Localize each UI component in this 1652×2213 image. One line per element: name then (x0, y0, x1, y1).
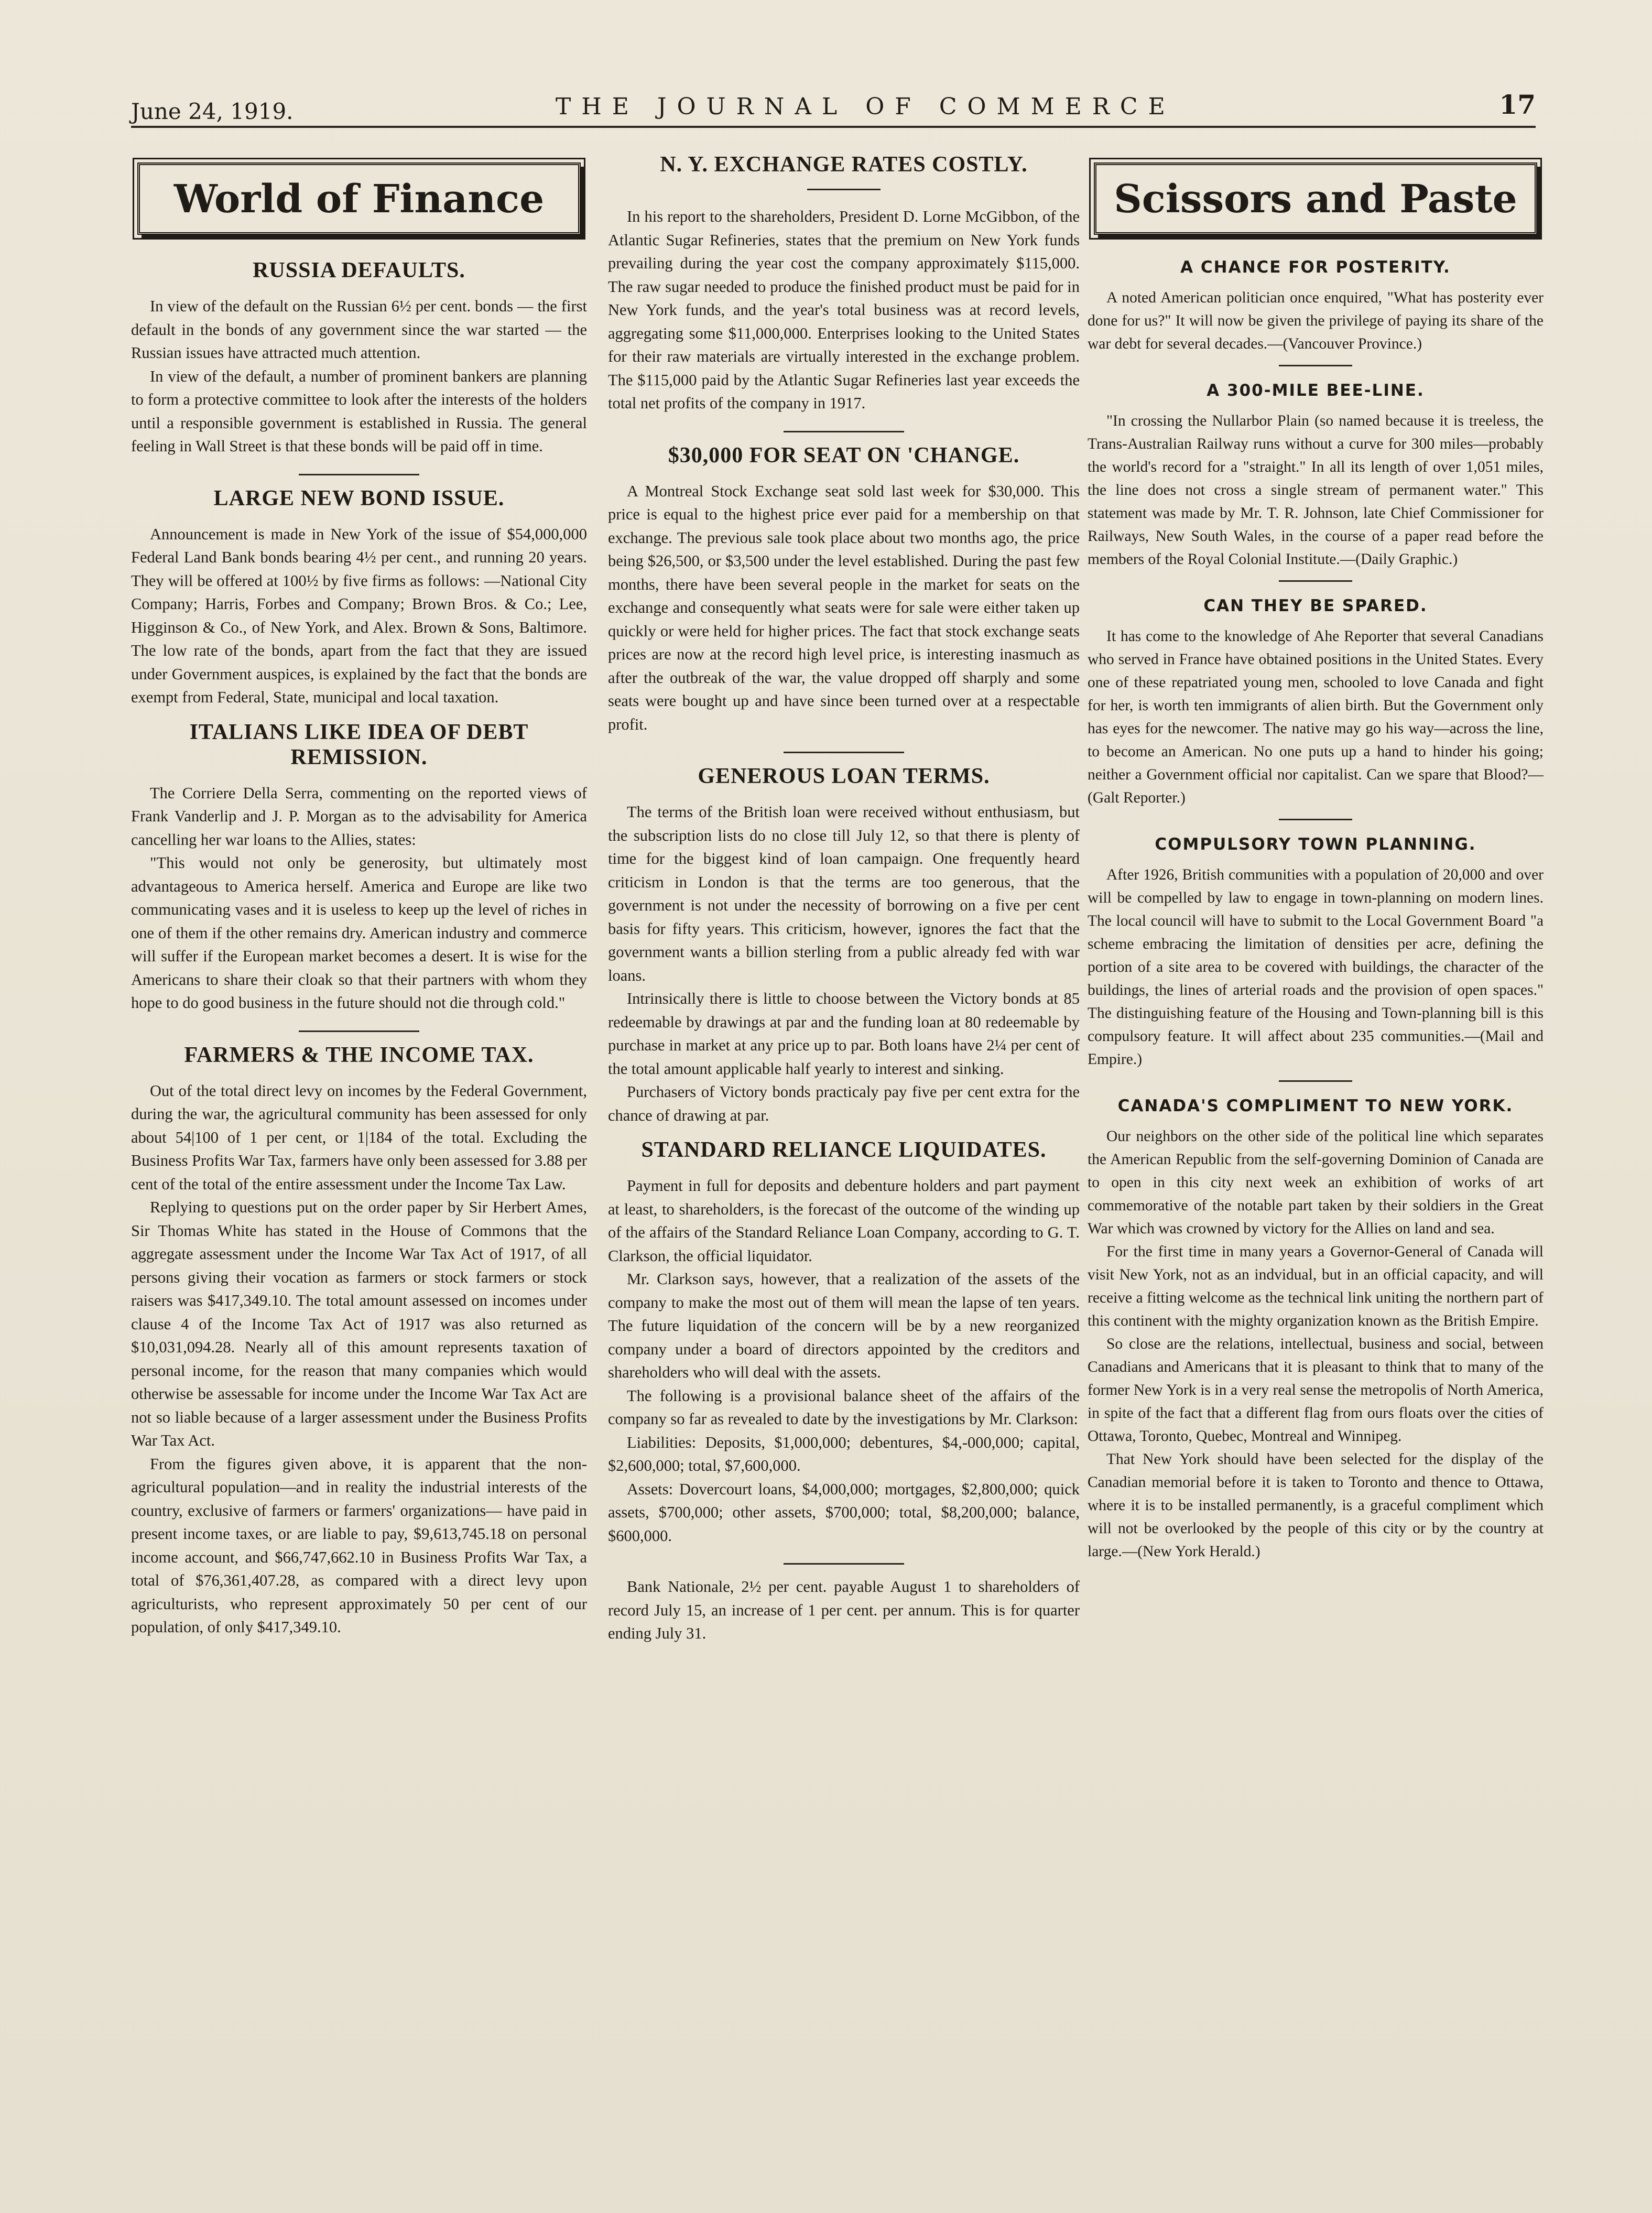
article-paragraph: Intrinsically there is little to choose between the Victory bonds at 85 redeemable by drawings at par and the funding loan at 80 redeemable by purchase in market at any price up to par. Both loans have 2¼ per cent of the total amount applicable half yearly to interest and sinking. (608, 990, 1080, 1078)
article-headline: $30,000 FOR SEAT ON 'CHANGE. (668, 443, 1020, 468)
article-compulsory-town-planning (1088, 835, 1544, 1071)
divider-rule (807, 189, 881, 190)
page-number: 17 (1499, 89, 1536, 120)
article-bank-nationale (608, 1575, 1080, 1645)
article-russia-defaults (131, 258, 587, 458)
article-seat-on-change (608, 443, 1080, 736)
divider-rule (784, 1563, 904, 1565)
column-1 (131, 142, 587, 1639)
article-paragraph: Purchasers of Victory bonds practicaly pay five per cent extra for the chance of drawing at par. (608, 1083, 1080, 1124)
article-paragraph: The following is a provisional balance sheet of the affairs of the company so far as revealed to date by the investigations by Mr. Clarkson: (608, 1386, 1080, 1428)
article-paragraph: From the figures given above, it is apparent that the non-agricultural population—and in reality the industrial interests of the country, exclusive of farmers or farmers' organizations— have paid in present income taxes, or are liable to pay, $9,613,745.18 on personal income account, and $66,747,662.10 in Business Profits War Tax, a total of $76,361,407.28, as compared with a direct levy upon agriculturists, who represent approximately 50 per cent of our population, of only $417,349.10. (131, 1455, 587, 1636)
article-italians-debt-remission (131, 720, 587, 1015)
article-can-they-be-spared (1088, 596, 1544, 809)
article-headline: RUSSIA DEFAULTS. (253, 258, 465, 283)
article-paragraph: A noted American politician once enquired, "What has posterity ever done for us?" It will now be given the privilege of paying its share of the war debt for several decades.—(Vancouver Province.) (1088, 289, 1544, 352)
issue-date: June 24, 1919. (131, 99, 294, 124)
article-paragraph: For the first time in many years a Governor-General of Canada will visit New York, not as an indvidual, but in an official capacity, and will receive a fitting welcome as the technical link uniting the northern part of this continent with the mighty organization known as the British Empire. (1088, 1243, 1544, 1329)
article-paragraph: "This would not only be generosity, but ultimately most advantageous to America herself. America and Europe are like two communicating vases and it is useless to keep up the level of riches in one of them if the other remains dry. American industry and commerce will suffer if the European market becomes a desert. It is wise for the Americans to share their cloak so that their partners with whom they hope to do good business in the future should not die through cold." (131, 854, 587, 1012)
divider-rule (299, 474, 419, 475)
divider-rule (784, 431, 904, 432)
column-3 (1088, 142, 1544, 1563)
article-headline: COMPULSORY TOWN PLANNING. (1155, 835, 1476, 854)
article-paragraph: In his report to the shareholders, President D. Lorne McGibbon, of the Atlantic Sugar Refineries, states that the premium on New York funds prevailing during the year cost the company approximately $115,000. The raw sugar needed to produce the finished product must be paid for in New York funds, and the year's total business was at record levels, aggregating some $11,000,000. Enterprises looking to the United States for their raw materials are virtually interested in the exchange problem. The $115,000 paid by the Atlantic Sugar Refineries last year exceeds the total net profits of the company in 1917. (608, 208, 1080, 412)
article-chance-for-posterity (1088, 258, 1544, 355)
divider-rule (1279, 819, 1352, 820)
article-paragraph: After 1926, British communities with a population of 20,000 and over will be compelled by law to engage in town-planning on modern lines. The local council will have to submit to the Local Government Board "a scheme embracing the limitation of densities per acre, defining the portion of a site area to be covered with buildings, the character of the buildings, the lines of arterial roads and the provision of open spaces." The distinguishing feature of the Housing and Town-planning bill is this compulsory feature. It will affect about 235 communities.—(Mail and Empire.) (1088, 866, 1544, 1068)
section-title-world-of-finance: World of Finance (137, 162, 581, 235)
article-paragraph: "In crossing the Nullarbor Plain (so named because it is treeless, the Trans-Australian Railway runs without a curve for 300 miles—probably the world's record for a "straight." In all its length of over 1,051 miles, the line does not cross a single stream of permanent water." This statement was made by Mr. T. R. Johnson, late Chief Commissioner for Railways, New South Wales, in the course of a paper read before the members of the Royal Colonial Institute.—(Daily Graphic.) (1088, 413, 1544, 568)
article-farmers-income-tax (131, 1043, 587, 1639)
article-paragraph: Payment in full for deposits and debenture holders and part payment at least, to shareholders, is the forecast of the outcome of the winding up of the affairs of the Standard Reliance Loan Company, according to G. T. Clarkson, the official liquidator. (608, 1177, 1080, 1265)
article-standard-reliance (608, 1137, 1080, 1547)
article-headline: A CHANCE FOR POSTERITY. (1180, 258, 1451, 277)
divider-rule (299, 1030, 419, 1032)
article-paragraph: It has come to the knowledge of Ahe Reporter that several Canadians who served in France have obtained positions in the United States. Every one of these repatriated young men, schooled to love Canada and fight for her, is worth ten immigrants of alien birth. But the Government only has eyes for the newcomer. The native may go his way—across the line, to become an American. No one puts up a hand to hinder his going; neither a Government official nor capitalist. Can we spare that Blood?—(Galt Reporter.) (1088, 628, 1544, 806)
article-generous-loan-terms (608, 764, 1080, 1127)
article-paragraph: The Corriere Della Serra, commenting on the reported views of Frank Vanderlip and J. P. Morgan as to the advisability for America cancelling her war loans to the Allies, states: (131, 784, 587, 849)
publication-title: THE JOURNAL OF COMMERCE (556, 93, 1176, 120)
article-canadas-compliment (1088, 1097, 1544, 1563)
article-large-new-bond-issue (131, 486, 587, 709)
article-paragraph: That New York should have been selected for the display of the Canadian memorial before it is taken to Toronto and thence to Ottawa, where it is to be installed permanently, is a graceful compliment which will not be overlooked by the people of this city or by the country at large.—(New York Herald.) (1088, 1451, 1544, 1560)
article-headline: GENEROUS LOAN TERMS. (698, 764, 990, 788)
article-paragraph: Assets: Dovercourt loans, $4,000,000; mortgages, $2,800,000; quick assets, $700,000; other assets, $700,000; total, $8,200,000; balance, $600,000. (608, 1480, 1080, 1545)
divider-rule (784, 752, 904, 753)
section-title-scissors-and-paste: Scissors and Paste (1094, 162, 1537, 235)
article-paragraph: Out of the total direct levy on incomes by the Federal Government, during the war, the agricultural community has been assessed for only about 54|100 of 1 per cent, or 1|184 of the total. Excluding the Business Profits War Tax, farmers have only been assessed for 3.88 per cent of the total of the entire assessment under the Income Tax Law. (131, 1081, 587, 1193)
article-headline: FARMERS & THE INCOME TAX. (184, 1043, 534, 1067)
article-paragraph: A Montreal Stock Exchange seat sold last week for $30,000. This price is equal to the highest price ever paid for a membership on that exchange. The previous sale took place about two months ago, the price being $26,500, or $3,500 under the level established. During the past few months, there have been several people in the market for seats on the exchange and consequently what seats were for sale were either taken up quickly or were held for higher prices. The fact that stock exchange seats prices are now at the record high level price, is interesting inasmuch as after the outbreak of the war, the value dropped off sharply and some seats were bought up and have since been turned over at a respectable profit. (608, 482, 1080, 733)
article-headline: LARGE NEW BOND ISSUE. (213, 486, 505, 511)
article-paragraph: Announcement is made in New York of the issue of $54,000,000 Federal Land Bank bonds bearing 4½ per cent., and running 20 years. They will be offered at 100½ by five firms as follows: —National City Company; Harris, Forbes and Company; Brown Bros. & Co.; Lee, Higginson & Co., of New York, and Alex. Brown & Sons, Baltimore. The low rate of the bonds, apart from the fact that they are issued under Government auspices, is explained by the fact that the bonds are exempt from Federal, State, municipal and local taxation. (131, 525, 587, 706)
article-paragraph: Liabilities: Deposits, $1,000,000; debentures, $4,-000,000; capital, $2,600,000; total, $7,600,000. (608, 1433, 1080, 1474)
article-paragraph: Our neighbors on the other side of the political line which separates the American Republic from the self-governing Dominion of Canada are to open in this city next week an exhibition of works of art commemorative of the notable part taken by their soldiers in the Great War which was crowned by victory for the Allies on land and sea. (1088, 1128, 1544, 1237)
divider-rule (1279, 1080, 1352, 1082)
article-bee-line (1088, 381, 1544, 571)
article-paragraph: In view of the default, a number of prominent bankers are planning to form a protective committee to look after the interests of the holders until a responsible government is established in Russia. The general feeling in Wall Street is that these bonds will be paid off in time. (131, 367, 587, 455)
article-paragraph: The terms of the British loan were received without enthusiasm, but the subscription lists do no close till July 12, so that there is plenty of time for the biggest kind of loan campaign. One frequently heard criticism in London is that the terms are too generous, that the government is not under the necessity of borrowing on a five per cent basis for fifty years. This criticism, however, ignores the fact that the government wants a billion sterling from a public already fed with war loans. (608, 803, 1080, 984)
article-headline: A 300-MILE BEE-LINE. (1207, 381, 1425, 400)
divider-rule (1279, 365, 1352, 366)
article-headline: N. Y. EXCHANGE RATES COSTLY. (660, 153, 1028, 177)
article-headline: STANDARD RELIANCE LIQUIDATES. (641, 1138, 1047, 1162)
article-headline: ITALIANS LIKE IDEA OF DEBT REMISSION. (189, 720, 529, 769)
divider-rule (1279, 580, 1352, 582)
article-paragraph: Replying to questions put on the order paper by Sir Herbert Ames, Sir Thomas White has stated in the House of Commons that the aggregate assessment under the Income War Tax Act of 1917, of all persons giving their vocation as farmers or stock farmers or stock raisers was $417,349.10. The total amount assessed on incomes under clause 4 of the Income Tax Act of 1917 was also returned as $10,031,094.28. Nearly all of this amount represents taxation of personal income, for the reason that many companies which would otherwise be assessable for income under the Income War Tax Act are not so liable because of a larger assessment under the Business Profits War Tax Act. (131, 1198, 587, 1449)
article-ny-exchange-rates (608, 152, 1080, 415)
article-paragraph: In view of the default on the Russian 6½ per cent. bonds — the first default in the bonds of any government since the war started — the Russian issues have attracted much attention. (131, 297, 587, 362)
article-paragraph: Mr. Clarkson says, however, that a realization of the assets of the company to make the most out of them will mean the lapse of ten years. The future liquidation of the concern will be by a new reorganized company under a board of directors appointed by the creditors and shareholders who will deal with the assets. (608, 1270, 1080, 1381)
column-2 (608, 142, 1080, 1645)
article-headline: CANADA'S COMPLIMENT TO NEW YORK. (1117, 1097, 1514, 1115)
article-paragraph: Bank Nationale, 2½ per cent. payable August 1 to shareholders of record July 15, an increase of 1 per cent. per annum. This is for quarter ending July 31. (608, 1578, 1080, 1642)
article-paragraph: So close are the relations, intellectual, business and social, between Canadians and Americans that it is pleasant to think that to many of the former New York is in a very real sense the metropolis of North America, in spite of the fact that a different flag from ours floats over the cities of Ottawa, Toronto, Quebec, Montreal and Winnipeg. (1088, 1336, 1544, 1445)
page-header (131, 84, 1536, 128)
article-headline: CAN THEY BE SPARED. (1203, 596, 1428, 615)
